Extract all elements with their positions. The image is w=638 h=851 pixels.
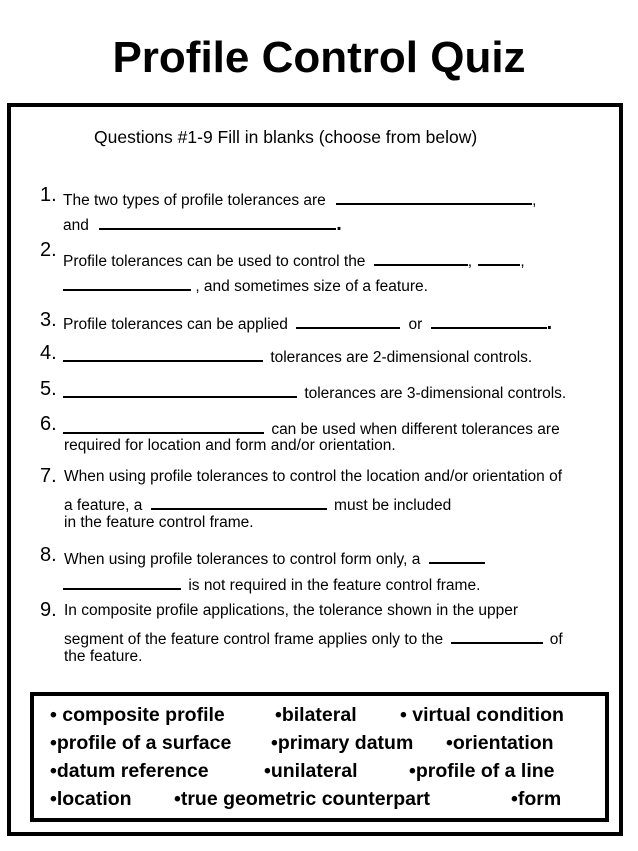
- question-8-text: When using profile tolerances to control form only, a: [64, 551, 421, 568]
- word-bank-label: bilateral: [281, 704, 357, 726]
- answer-blank[interactable]: [63, 380, 297, 398]
- punctuation: ,: [520, 253, 525, 270]
- word-bank-item: [446, 731, 554, 755]
- bullet-icon: •: [50, 732, 57, 754]
- word-bank-label: datum reference: [56, 760, 209, 782]
- answer-blank[interactable]: [151, 492, 327, 510]
- bullet-icon: •: [50, 788, 57, 810]
- punctuation: .: [546, 312, 553, 334]
- page-title: Profile Control Quiz: [112, 33, 526, 82]
- question-3-text: Profile tolerances can be applied: [63, 316, 288, 333]
- word-bank-item: [50, 731, 231, 755]
- word-bank-item: [409, 759, 555, 783]
- instructions: Questions #1-9 Fill in blanks (choose from below): [94, 127, 478, 147]
- word-bank-item: [50, 703, 225, 727]
- question-9-text: segment of the feature control frame applies only to the: [64, 631, 444, 648]
- question-2-text-end: , and sometimes size of a feature.: [195, 278, 428, 295]
- answer-blank[interactable]: [63, 572, 181, 590]
- word-bank-label: orientation: [452, 732, 554, 754]
- question-7-line-2: [64, 492, 451, 515]
- question-1-text: The two types of profile tolerances are: [63, 192, 326, 209]
- question-1-line-1: [63, 187, 536, 210]
- answer-blank[interactable]: [99, 212, 336, 230]
- question-number-8: 8.: [40, 544, 57, 566]
- answer-blank[interactable]: [63, 416, 264, 434]
- question-9-line-1: In composite profile applications, the tolerance shown in the upper: [64, 602, 519, 619]
- word-bank-item: [275, 703, 357, 727]
- question-7-line-3: in the feature control frame.: [64, 514, 254, 531]
- bullet-icon: •: [271, 732, 278, 754]
- word-bank-item: [174, 787, 430, 811]
- bullet-icon: •: [50, 760, 57, 782]
- bullet-icon: •: [50, 704, 57, 726]
- word-bank-label: location: [56, 788, 132, 810]
- question-number-9: 9.: [40, 599, 57, 621]
- question-8-line-2: [63, 572, 480, 595]
- bullet-icon: •: [446, 732, 453, 754]
- word-bank-label: unilateral: [270, 760, 358, 782]
- question-9-line-2: [64, 626, 563, 649]
- question-7-line-1: When using profile tolerances to control the location and/or orientation of: [64, 468, 563, 485]
- word-bank-item: [400, 703, 564, 727]
- question-2-line-1: [63, 248, 525, 271]
- word-bank-label: primary datum: [277, 732, 414, 754]
- answer-blank[interactable]: [374, 248, 468, 266]
- bullet-icon: •: [409, 760, 416, 782]
- answer-blank[interactable]: [63, 344, 263, 362]
- word-bank-item: [50, 759, 209, 783]
- question-number-4: 4.: [40, 342, 57, 364]
- question-6-line-2: required for location and form and/or orientation.: [64, 437, 396, 454]
- question-4-text: tolerances are 2-dimensional controls.: [270, 349, 533, 366]
- word-bank-item: [264, 759, 358, 783]
- question-4-line-1: [63, 344, 532, 367]
- word-bank-label: profile of a line: [415, 760, 555, 782]
- bullet-icon: •: [174, 788, 181, 810]
- question-9-text-2: of: [549, 631, 563, 648]
- question-2-line-2: [63, 273, 428, 296]
- question-number-7: 7.: [40, 465, 57, 487]
- word-bank-label: virtual condition: [412, 704, 564, 726]
- question-number-3: 3.: [40, 309, 57, 331]
- question-7-text: a feature, a: [64, 497, 143, 514]
- question-number-6: 6.: [40, 413, 57, 435]
- punctuation: ,: [532, 192, 537, 209]
- bullet-icon: •: [275, 704, 282, 726]
- word-bank-label: form: [517, 788, 562, 810]
- question-number-1: 1.: [40, 184, 57, 206]
- answer-blank[interactable]: [478, 248, 520, 266]
- question-number-5: 5.: [40, 378, 57, 400]
- question-5-text: tolerances are 3-dimensional controls.: [304, 385, 567, 402]
- answer-blank[interactable]: [296, 311, 400, 329]
- answer-blank[interactable]: [63, 273, 191, 291]
- punctuation: ,: [467, 253, 473, 270]
- question-6-text: can be used when different tolerances are: [271, 421, 560, 438]
- question-2-text: Profile tolerances can be used to control the: [63, 253, 366, 270]
- answer-blank[interactable]: [431, 311, 547, 329]
- question-9-line-3: the feature.: [64, 648, 143, 665]
- word-bank-label: profile of a surface: [56, 732, 232, 754]
- question-5-line-1: [63, 380, 566, 403]
- question-3-or: or: [408, 316, 423, 333]
- question-number-2: 2.: [40, 239, 57, 261]
- question-1-text-and: and: [63, 217, 89, 234]
- answer-blank[interactable]: [429, 546, 485, 564]
- question-3-line-1: [63, 311, 552, 334]
- bullet-icon: •: [400, 704, 407, 726]
- word-bank-item: [271, 731, 413, 755]
- bullet-icon: •: [264, 760, 271, 782]
- word-bank-item: [50, 787, 132, 811]
- answer-blank[interactable]: [451, 626, 543, 644]
- word-bank-label: true geometric counterpart: [180, 788, 431, 810]
- question-8-line-1: [64, 546, 485, 569]
- answer-blank[interactable]: [336, 187, 532, 205]
- question-8-text-2: is not required in the feature control frame.: [188, 577, 481, 594]
- question-1-line-2: [63, 212, 342, 235]
- bullet-icon: •: [511, 788, 518, 810]
- question-7-text-2: must be included: [334, 497, 452, 514]
- punctuation: .: [336, 213, 342, 235]
- word-bank-label: composite profile: [62, 704, 225, 726]
- word-bank-item: [511, 787, 561, 811]
